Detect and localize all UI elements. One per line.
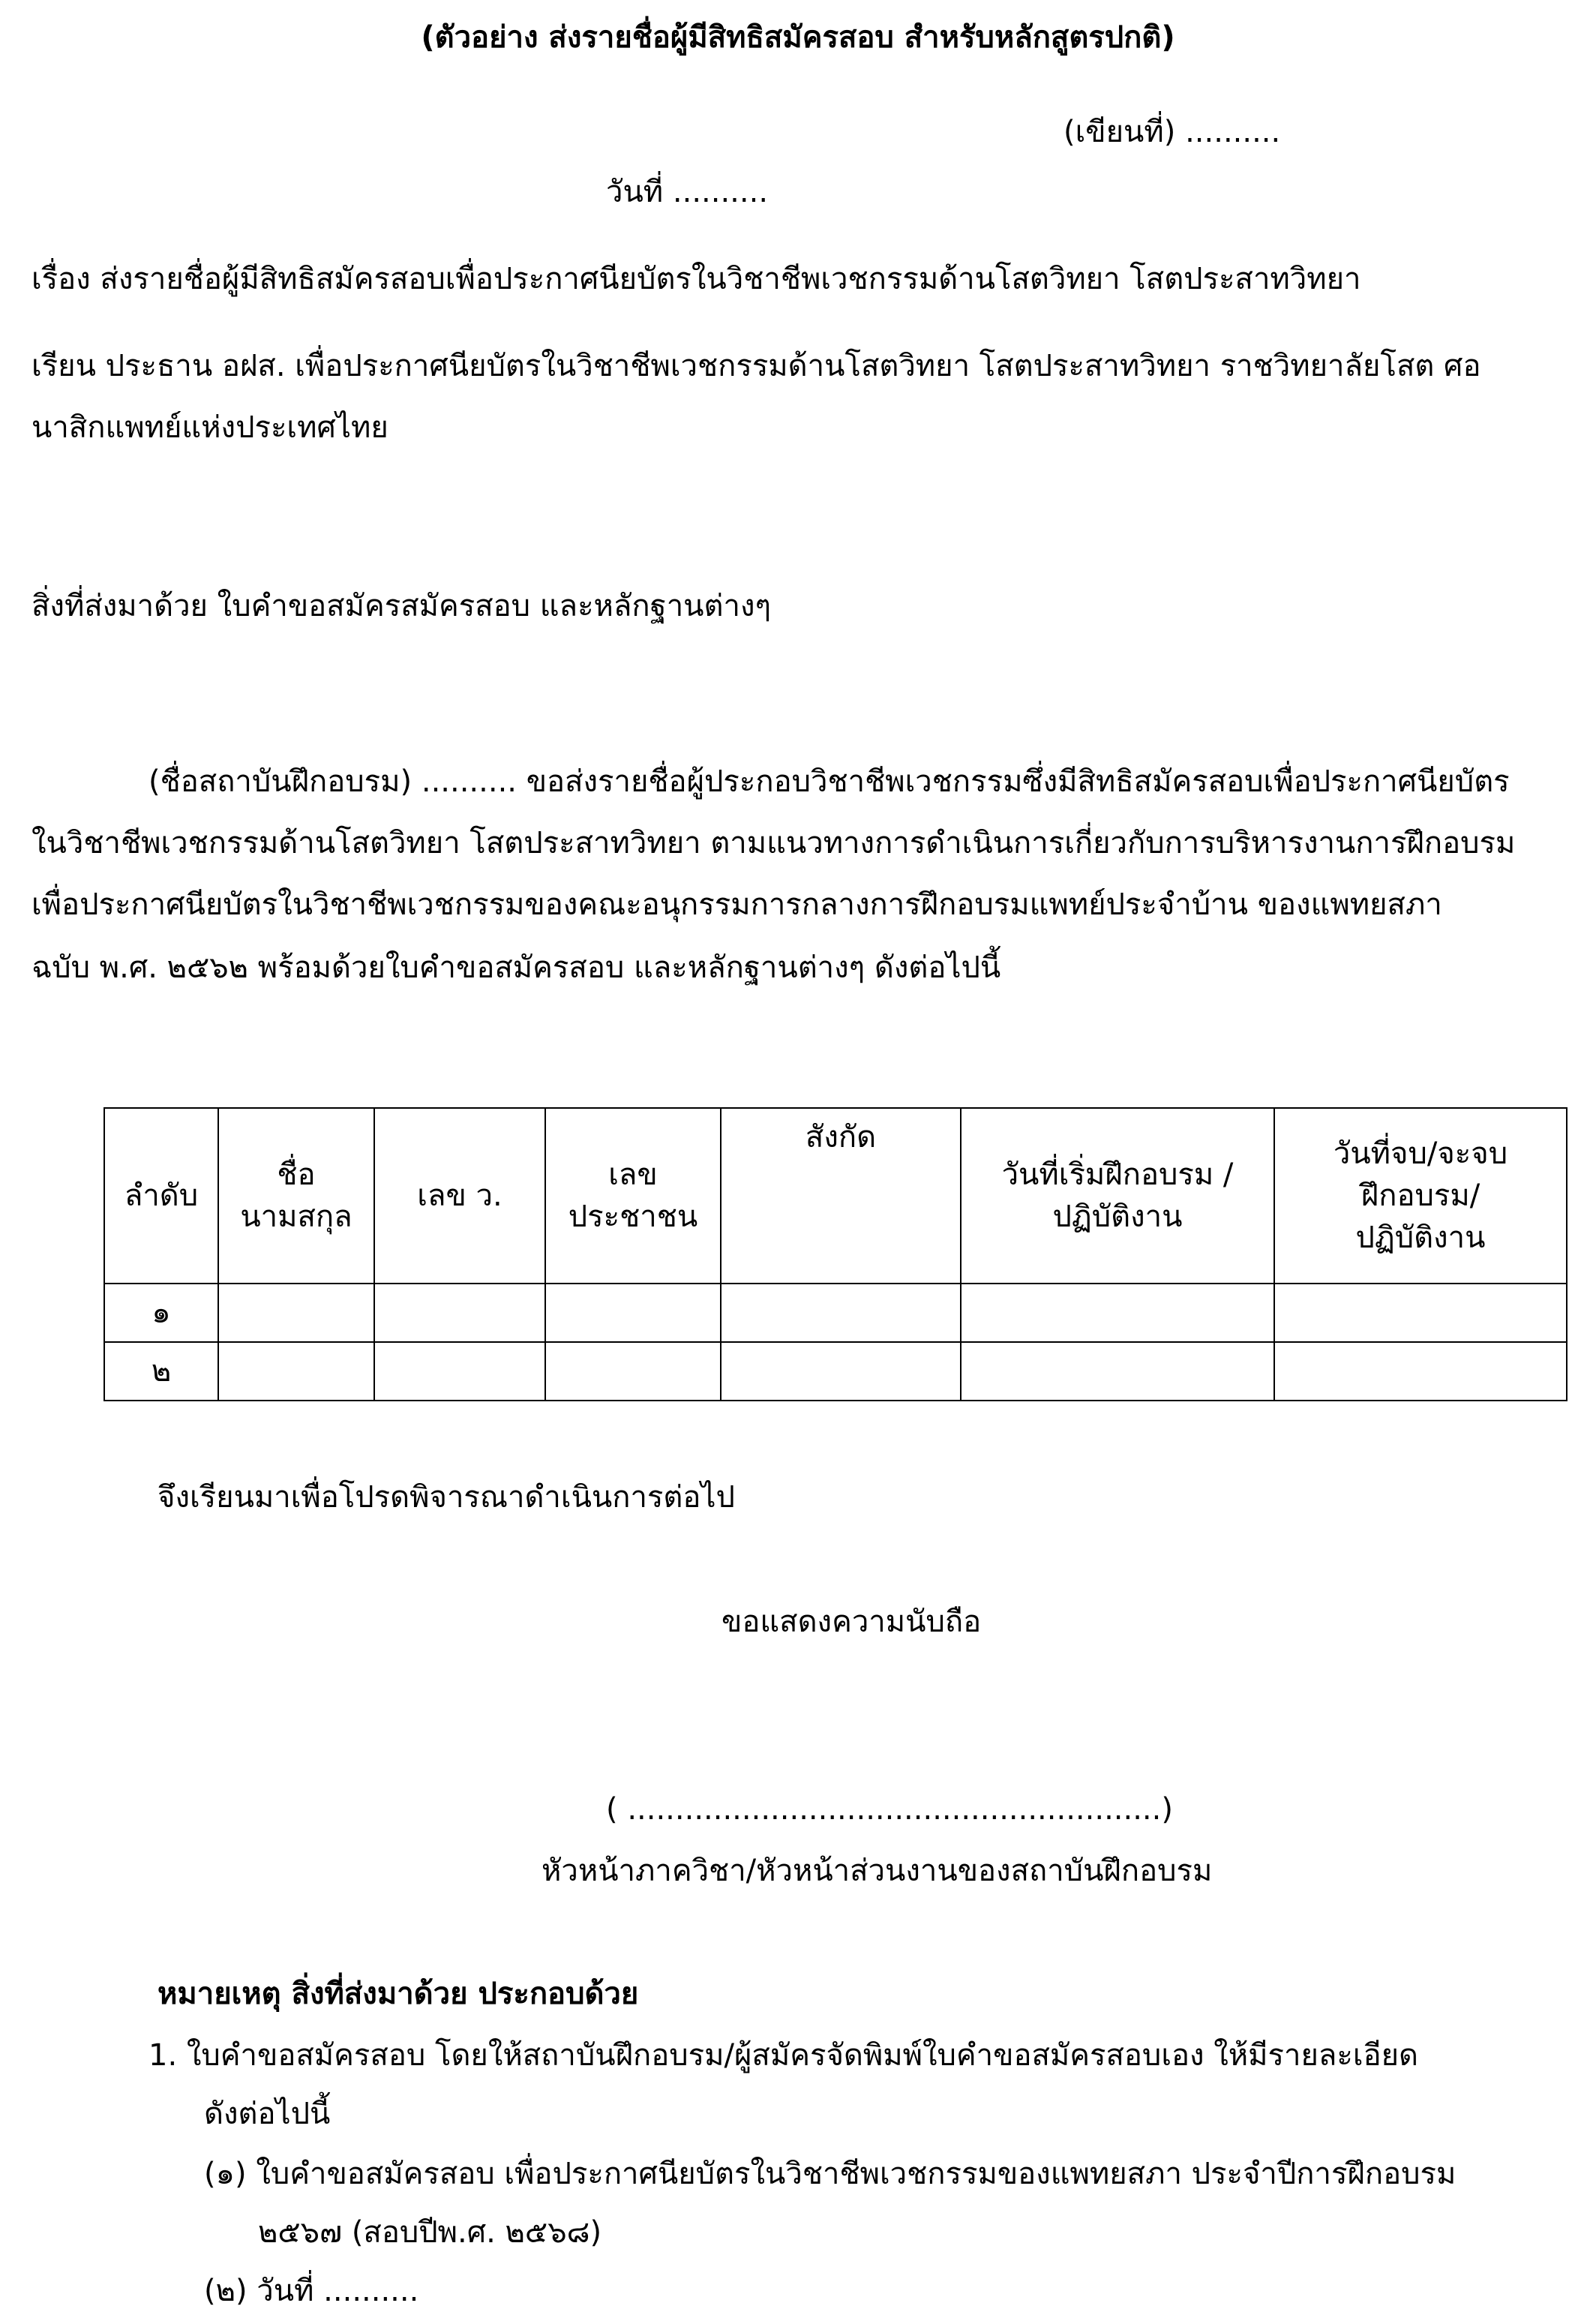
note-item-1: 1. ใบคำขอสมัครสอบ โดยให้สถาบันฝึกอบรม/ผู้สมัครจัดพิมพ์ใบคำขอสมัครสอบเอง ให้มีรายละเอียด [148, 2038, 1419, 2073]
column-header-end-date: วันที่จบ/จะจบ ฝึกอบรม/ ปฏิบัติงาน [1274, 1108, 1567, 1284]
column-header-license-no: เลข ว. [374, 1108, 545, 1284]
column-header-affiliation: สังกัด [721, 1108, 961, 1284]
letter-enclosure: สิ่งที่ส่งมาด้วย ใบคำขอสมัครสมัครสอบ และหลักฐานต่างๆ [32, 589, 771, 623]
note-subitem-1: (๑) ใบคำขอสมัครสอบ เพื่อประกาศนียบัตรในวิชาชีพเวชกรรมของแพทยสภา ประจำปีการฝึกอบรม [204, 2157, 1456, 2191]
table-cell [218, 1284, 374, 1342]
signer-title: หัวหน้าภาควิชา/หัวหน้าส่วนงานของสถาบันฝึกอบรม [542, 1854, 1213, 1888]
row-number: ๑ [104, 1284, 218, 1342]
closing-request: จึงเรียนมาเพื่อโปรดพิจารณาดำเนินการต่อไป [158, 1480, 735, 1515]
table-cell [961, 1342, 1274, 1401]
letter-subject: เรื่อง ส่งรายชื่อผู้มีสิทธิสมัครสอบเพื่อประกาศนียบัตรในวิชาชีพเวชกรรมด้านโสตวิทยา โสตประสาทวิทยา [32, 262, 1361, 296]
document-title: (ตัวอย่าง ส่งรายชื่อผู้มีสิทธิสมัครสอบ สำหรับหลักสูตรปกติ) [421, 20, 1175, 55]
table-cell [218, 1342, 374, 1401]
table-cell [374, 1342, 545, 1401]
table-cell [961, 1284, 1274, 1342]
body-line: ฉบับ พ.ศ. ๒๕๖๒ พร้อมด้วยใบคำขอสมัครสอบ และหลักฐานต่างๆ ดังต่อไปนี้ [32, 950, 1001, 985]
table-row [104, 1342, 1567, 1401]
table-header-row [104, 1108, 1567, 1284]
letter-addressee-cont: นาสิกแพทย์แห่งประเทศไทย [32, 410, 388, 445]
note-item-1-cont: ดังต่อไปนี้ [204, 2097, 331, 2131]
table-cell [374, 1284, 545, 1342]
column-header-name: ชื่อ นามสกุล [218, 1108, 374, 1284]
table-cell [721, 1284, 961, 1342]
candidates-table [104, 1107, 1568, 1401]
note-subitem-2: (๒) วันที่ .......... [204, 2274, 419, 2308]
letter-date: วันที่ .......... [606, 175, 769, 209]
table-cell [1274, 1342, 1567, 1401]
body-line: (ชื่อสถาบันฝึกอบรม) .......... ขอส่งรายชื่อผู้ประกอบวิชาชีพเวชกรรมซึ่งมีสิทธิสมัครสอบเพื่อประกาศนียบัตร [148, 764, 1510, 799]
note-subitem-1-cont: ๒๕๖๗ (สอบปีพ.ศ. ๒๕๖๘) [258, 2215, 602, 2250]
column-header-national-id: เลข ประชาชน [545, 1108, 721, 1284]
body-line: เพื่อประกาศนียบัตรในวิชาชีพเวชกรรมของคณะอนุกรรมการกลางการฝึกอบรมแพทย์ประจำบ้าน ของแพทยสภา [32, 887, 1442, 922]
table-cell [1274, 1284, 1567, 1342]
body-line: ในวิชาชีพเวชกรรมด้านโสตวิทยา โสตประสาทวิทยา ตามแนวทางการดำเนินการเกี่ยวกับการบริหารงานการฝึกอบรม [32, 826, 1516, 860]
notes-heading: หมายเหตุ สิ่งที่ส่งมาด้วย ประกอบด้วย [158, 1977, 639, 2011]
column-header-order: ลำดับ [104, 1108, 218, 1284]
column-header-start-date: วันที่เริ่มฝึกอบรม / ปฏิบัติงาน [961, 1108, 1274, 1284]
table-cell [545, 1284, 721, 1342]
closing-regards: ขอแสดงความนับถือ [722, 1605, 982, 1639]
written-at: (เขียนที่) .......... [1064, 115, 1281, 149]
table-cell [721, 1342, 961, 1401]
letter-addressee: เรียน ประธาน อฝส. เพื่อประกาศนียบัตรในวิชาชีพเวชกรรมด้านโสตวิทยา โสตประสาทวิทยา ราชวิทยาลัยโสต ศอ [32, 349, 1481, 383]
table-row [104, 1284, 1567, 1342]
table-cell [545, 1342, 721, 1401]
row-number: ๒ [104, 1342, 218, 1401]
signature-line: ( ........................................................) [606, 1792, 1173, 1827]
